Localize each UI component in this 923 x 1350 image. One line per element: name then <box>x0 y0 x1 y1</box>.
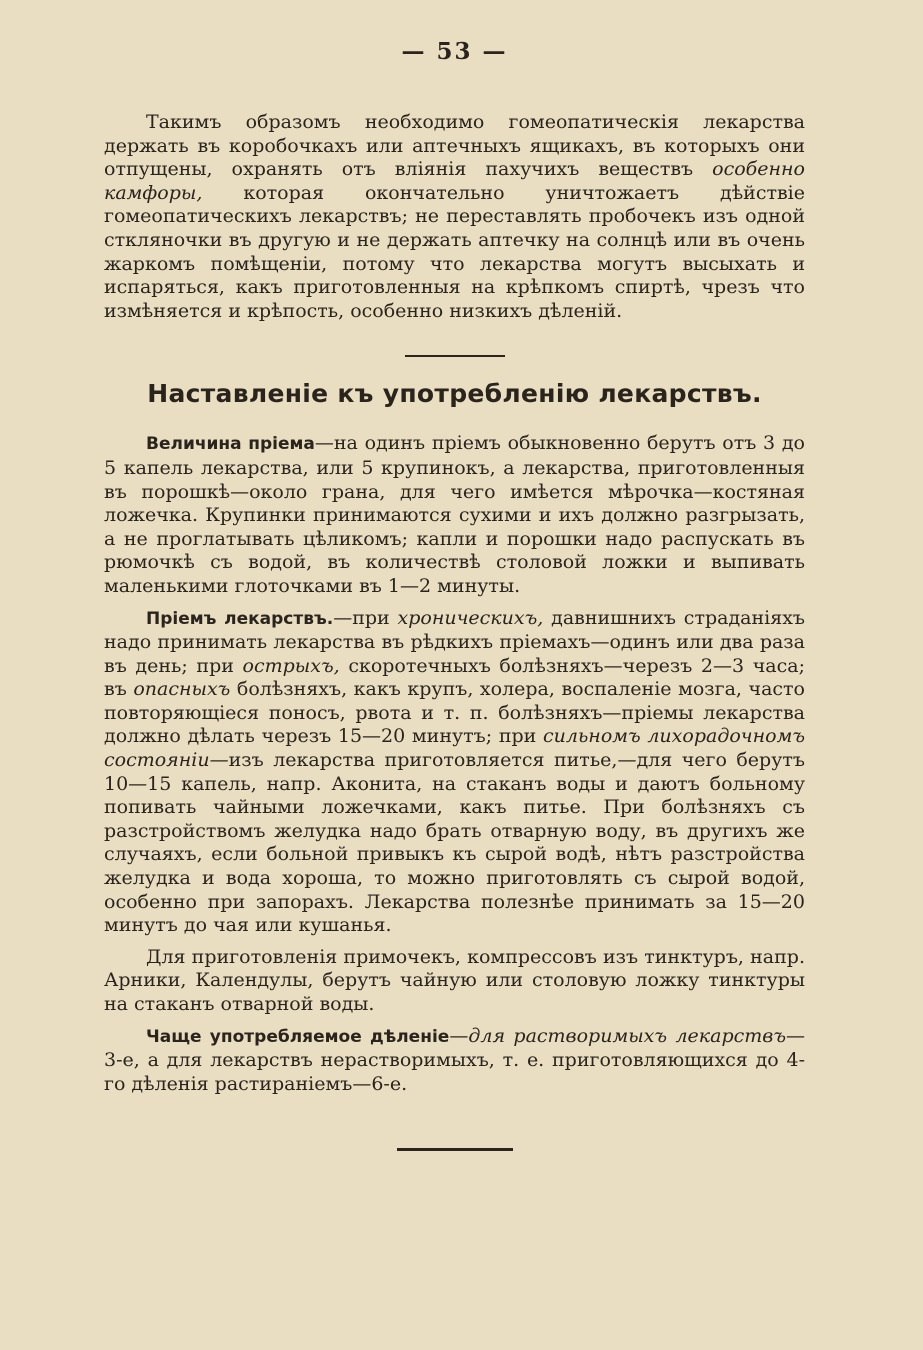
divisions-t2: —3-е, а для лекарствъ нерастворимыхъ, т. е. приготовляющихся до 4-го дѣленія растираніемъ—6-е. <box>104 1024 806 1095</box>
intake-t3: скоротечныхъ болѣзняхъ—черезъ 2—3 часа; въ <box>104 654 805 701</box>
intro-text-b: которая окончательно уничтожаетъ дѣйствіе гомеопатическихъ лекарствъ; не переставлять пробочекъ изъ одной стклянoчки въ другую и не держать аптечку на солнцѣ или въ очень жаркомъ помѣщеніи, потому что лекарства могутъ высыхать и испаряться, какъ приготовленныя на крѣпкомъ спиртѣ, чрезъ что измѣняется и крѣпость, особенно низкихъ дѣленій. <box>104 181 805 322</box>
divisions-italic: для растворимыхъ лекарствъ <box>468 1024 787 1047</box>
intake-it2: острыхъ, <box>242 654 340 677</box>
intake-t5: —изъ лекарства приготовляется питье,—для чего берутъ 10—15 капель, напр. Аконита, на стаканъ воды и даютъ больному попивать чайными ложечками, какъ питье. При болѣзняхъ съ разстройствомъ желудка надо брать отварную воду, въ другихъ же случаяхъ, если больной привыкъ къ сырой водѣ, нѣтъ разстройства желудка и вода хороша, то можно приготовлять съ сырой водой, особенно при запорахъ. Лекарства полезнѣе принимать за 15—20 минутъ до чая или кушанья. <box>104 749 805 937</box>
intake-paragraph <box>104 607 805 938</box>
intake-t2: давнишнихъ страданіяхъ надо принимать лекарства въ рѣдкихъ пріемахъ—одинъ или два раза въ день; при <box>104 606 805 677</box>
divisions-t1: — <box>449 1024 469 1047</box>
divisions-paragraph <box>104 1025 805 1097</box>
end-divider <box>397 1148 513 1151</box>
intake-label: Пріемъ лекарствъ. <box>146 608 334 629</box>
dose-text: —на одинъ пріемъ обыкновенно берутъ отъ 3 до 5 капель лекарства, или 5 крупинокъ, а лекарства, приготовленныя въ порошкѣ—около грана, для чего имѣется мѣрочка—костяная ложечка. Крупинки принимаются сухими и ихъ должно разгрызать, а не проглатывать цѣликомъ; капли и порошки надо распускать въ рюмочкѣ съ водой, въ количествѣ столовой ложки и выпивать маленькими глоточками въ 1—2 минуты. <box>104 432 805 597</box>
compress-text: Для приготовленія примочекъ, компрессовъ изъ тинктуръ, напр. Арники, Календулы, берутъ чайную или столовую ложку тинктуры на стаканъ отварной воды. <box>104 945 805 1015</box>
dose-label: Величина пріема <box>146 434 315 455</box>
divisions-label: Чаще употребляемое дѣленіе <box>146 1026 450 1047</box>
intro-text-a: Такимъ образомъ необходимо гомеопатическія лекарства держать въ коробочкахъ или аптечныхъ ящикахъ, въ которыхъ они отпущены, охранять отъ вліянія пахучихъ веществъ <box>104 111 805 181</box>
intake-it3: опасныхъ <box>133 678 231 701</box>
intake-it1: хроническихъ, <box>397 606 544 629</box>
page-number: — 53 — <box>401 38 508 65</box>
section-heading: Наставленіе къ употребленію лекарствъ. <box>147 379 762 409</box>
intro-paragraph <box>104 111 805 323</box>
intake-it4: сильномъ лихорадочномъ состояніи <box>104 725 805 772</box>
intake-t4: болѣзняхъ, какъ крупъ, холера, воспаленіе мозга, часто повторяющіеся поносъ, рвота и т. п. болѣзняхъ—пріемы лекарства должно дѣлать черезъ 15—20 минутъ; при <box>104 678 805 748</box>
dose-paragraph <box>104 432 805 598</box>
compress-paragraph <box>104 946 805 1017</box>
intake-t1: —при <box>333 606 398 629</box>
section-divider <box>405 355 505 357</box>
intro-italic: особенно камфоры, <box>104 158 805 204</box>
